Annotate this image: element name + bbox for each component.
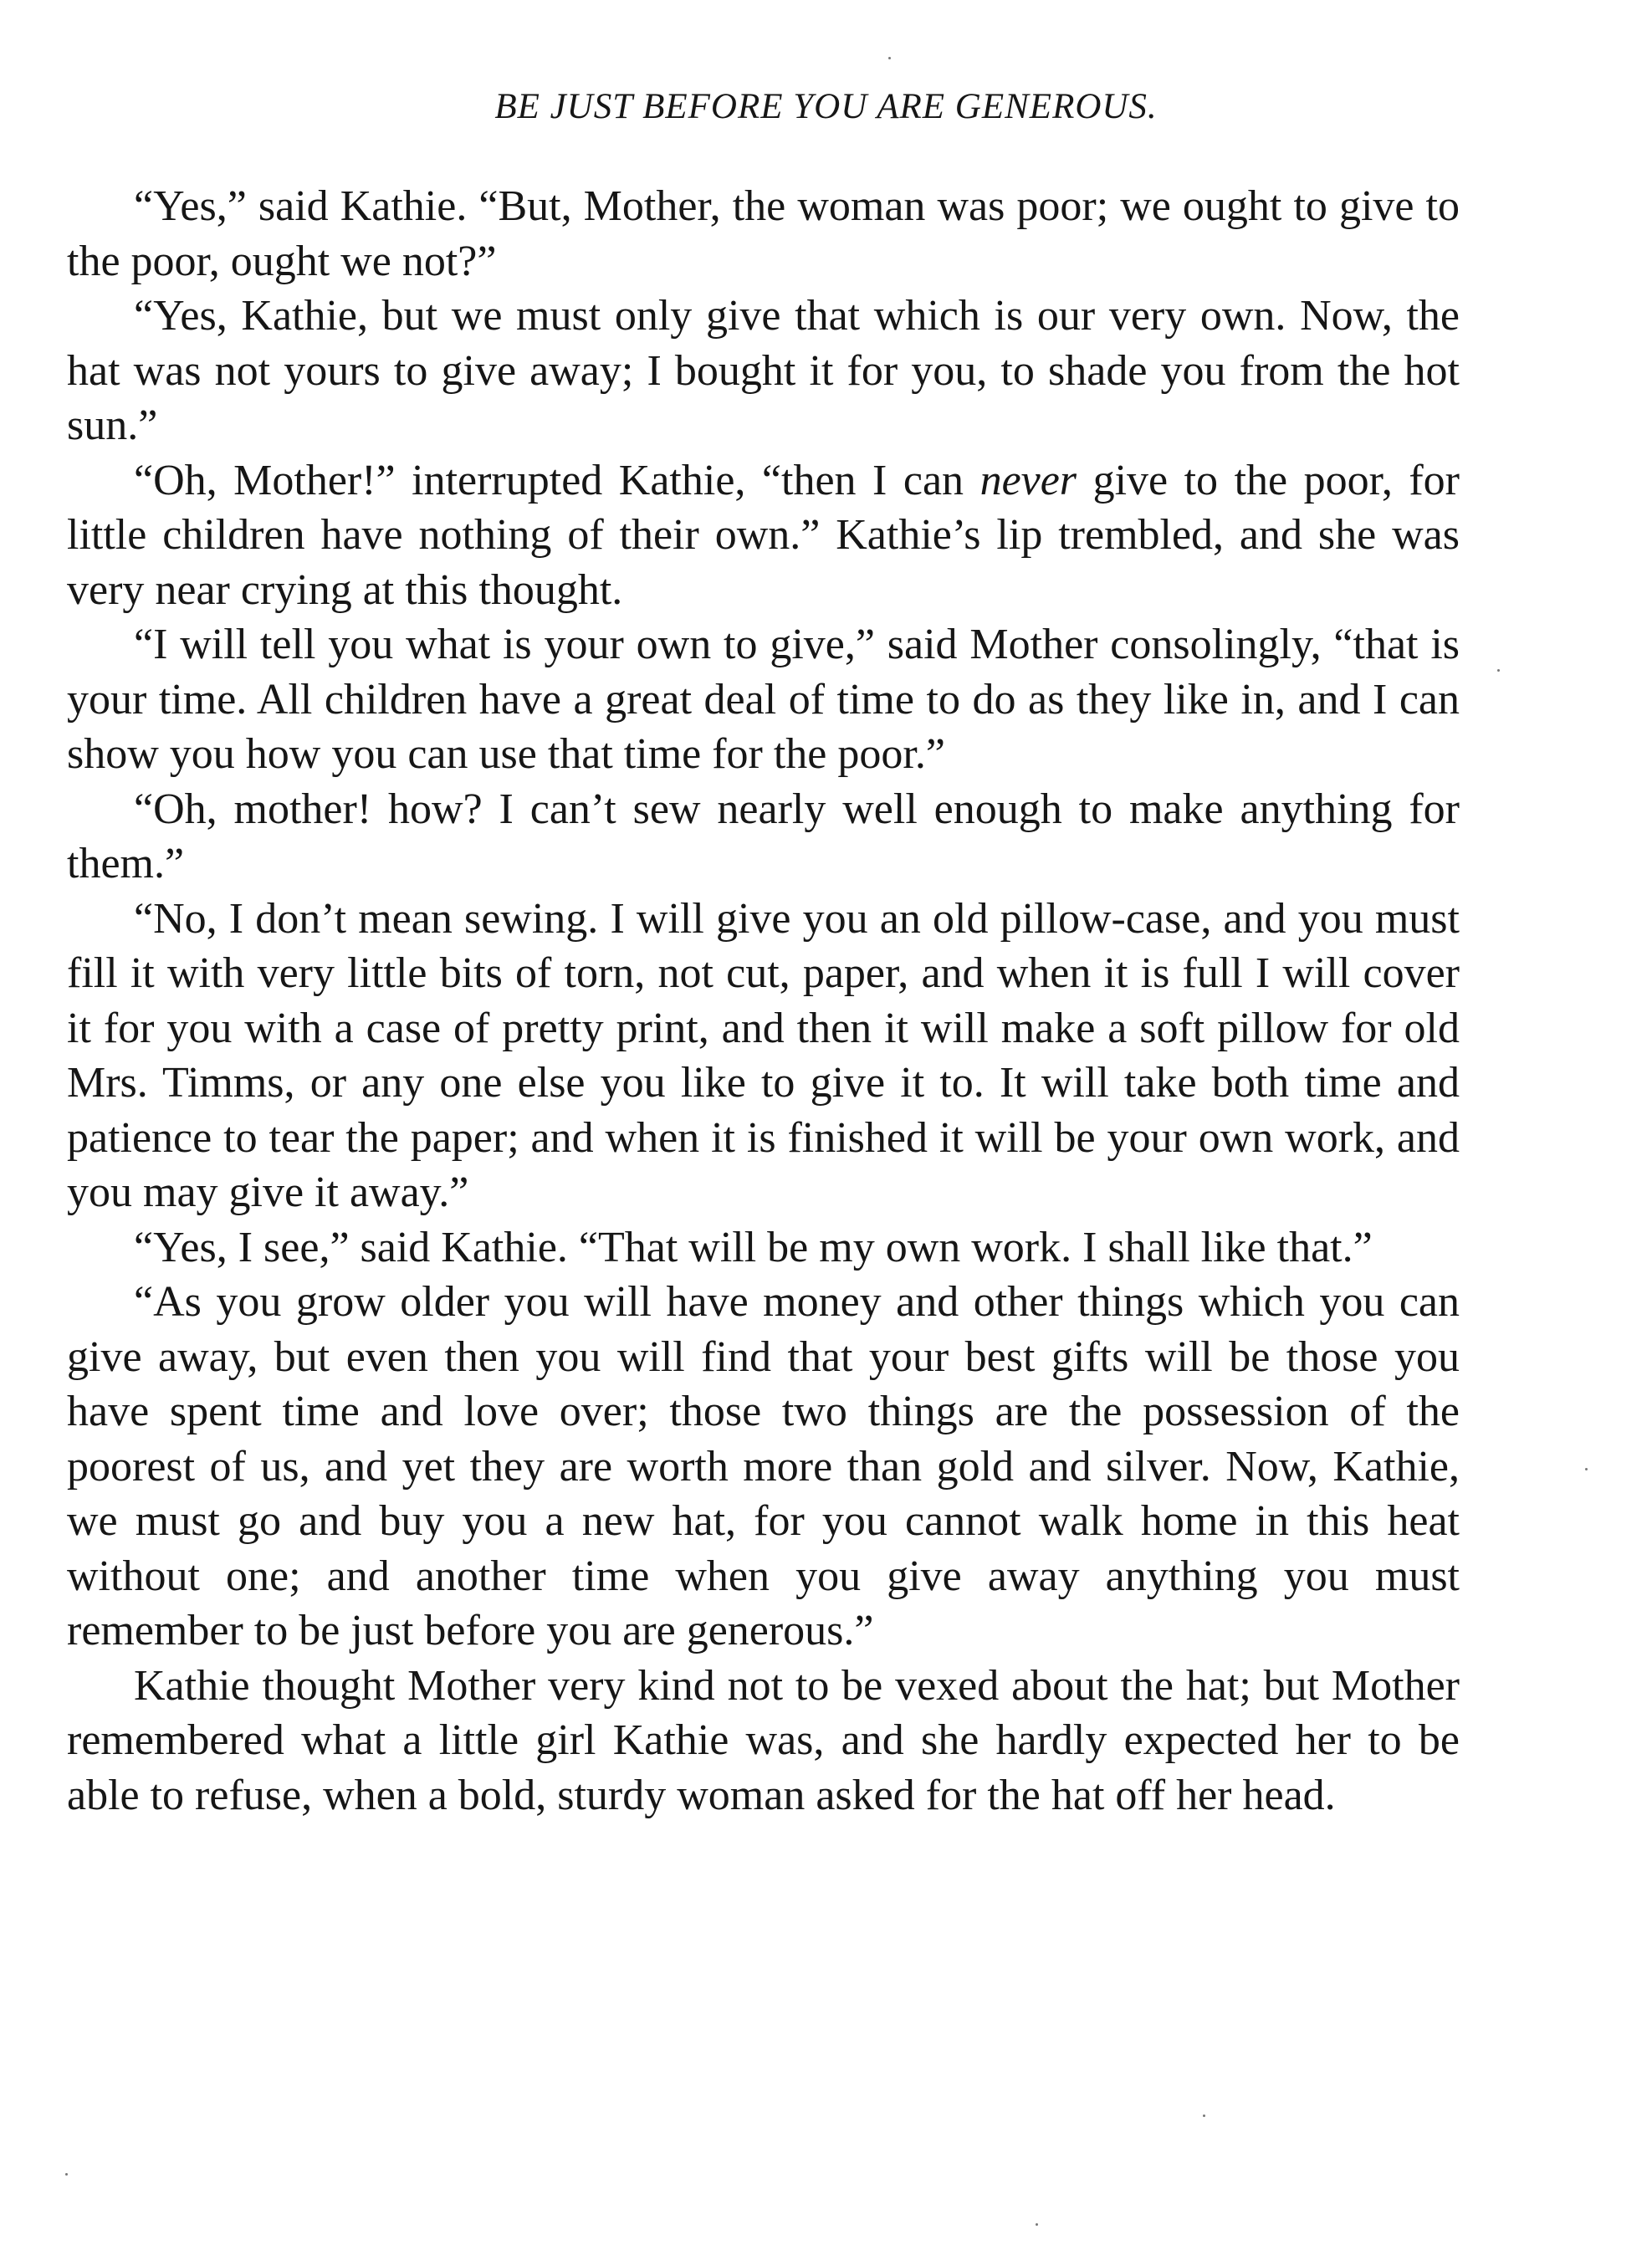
paragraph-9: Kathie thought Mother very kind not to be vexed about the hat; but Mother remembered what a little girl Kathie was, and she hardly expected her to be able to refuse, when a bold, sturdy woman asked for the hat off her head. xyxy=(67,1661,1460,1819)
scan-speck xyxy=(888,57,891,59)
scan-speck xyxy=(1203,2114,1205,2117)
paragraph-4: “I will tell you what is your own to give,” said Mother consolingly, “that is your time. All children have a great deal of time to do as they like in, and I can show you how you can use that time for the poor.” xyxy=(67,621,1460,778)
body-text xyxy=(67,179,1460,1823)
paragraph-1: “Yes,” said Kathie. “But, Mother, the woman was poor; we ought to give to the poor, ought we not?” xyxy=(67,182,1460,285)
scan-speck xyxy=(1036,2223,1038,2226)
scan-speck xyxy=(65,2173,68,2176)
paragraph-8: “As you grow older you will have money and other things which you can give away, but even then you will find that your best gifts will be those you have spent time and love over; those two things are the possession of the poorest of us, and yet they are worth more than gold and silver. Now, Kathie, we must go and buy you a new hat, for you cannot walk home in this heat without one; and another time when you give away anything you must remember to be just before you are generous.” xyxy=(67,1278,1460,1654)
paragraph-7: “Yes, I see,” said Kathie. “That will be my own work. I shall like that.” xyxy=(134,1223,1373,1271)
scan-speck xyxy=(1497,669,1500,672)
emphasis-never: never xyxy=(979,456,1077,504)
paragraph-2: “Yes, Kathie, but we must only give that which is our very own. Now, the hat was not yours to give away; I bought it for you, to shade you from the hot sun.” xyxy=(67,292,1460,449)
paragraph-3 xyxy=(67,453,1460,618)
paragraph-3-before: “Oh, Mother!” interrupted Kathie, “then I can xyxy=(134,456,980,504)
paragraph-5: “Oh, mother! how? I can’t sew nearly well enough to make anything for them.” xyxy=(67,785,1460,887)
scan-speck xyxy=(1585,1468,1588,1470)
paragraph-6: “No, I don’t mean sewing. I will give you an old pillow-case, and you must fill it with very little bits of torn, not cut, paper, and when it is full I will cover it for you with a case of pretty print, and then it will make a soft pillow for old Mrs. Timms, or any one else you like to give it to. It will take both time and patience to tear the paper; and when it is finished it will be your own work, and you may give it away.” xyxy=(67,894,1460,1216)
running-head: BE JUST BEFORE YOU ARE GENEROUS. xyxy=(494,87,1158,126)
paragraph-3-after: give to the poor, for little children have nothing of their own.” Kathie’s lip trembled, and she was very near crying at this thought. xyxy=(67,456,1460,614)
